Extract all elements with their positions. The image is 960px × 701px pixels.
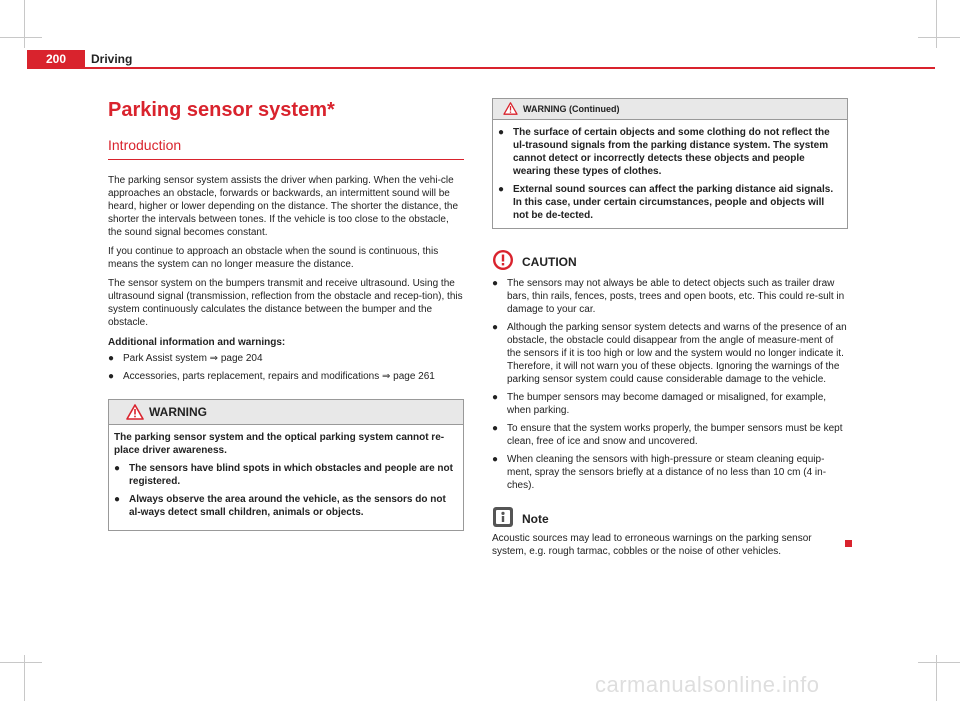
- right-column: [492, 98, 848, 558]
- warning-body: [109, 425, 463, 530]
- warning-continued-header: [493, 99, 847, 120]
- bullet-icon: ●: [114, 463, 121, 474]
- warning-continued-list: [498, 126, 842, 222]
- bullet-icon: ●: [108, 371, 115, 382]
- caution-item: ● Although the parking sensor system detects and warns of the presence of an obstacle, the obstacle could disappear from the angle of measure-ment of the sensors if it is too high or low and the system would no longer indicate it. Therefore, it will not warn you of these objects. Ignoring the warnings of the parking sensor system could cause considerable damage to the vehicle.: [492, 322, 847, 385]
- crop-mark: [918, 37, 960, 38]
- bullet-icon: ●: [492, 454, 499, 465]
- bullet-icon: ●: [492, 392, 499, 403]
- watermark: carmanualsonline.info: [595, 672, 820, 697]
- section-title: Driving: [91, 52, 133, 66]
- caution-item: ● When cleaning the sensors with high-pressure or steam cleaning equip-ment, spray the sensors briefly at a distance of no less than 10 cm (4 in-ches).: [492, 454, 827, 491]
- warning-continued-box: [492, 98, 848, 229]
- warning-item: ● The surface of certain objects and some clothing do not reflect the ul-trasound signals from the parking distance system. The system cannot detect or incorrectly detects these objects and people wearing these types of clothes.: [498, 127, 830, 177]
- bullet-icon: ●: [492, 322, 499, 333]
- warning-triangle-icon: [503, 102, 518, 115]
- warning-continued-body: [493, 120, 847, 228]
- reference-list: [108, 352, 464, 383]
- end-of-section-marker: [845, 540, 852, 547]
- warning-item: ● Always observe the area around the vehicle, as the sensors do not al-ways detect small children, animals or objects.: [114, 494, 446, 518]
- note-title: Note: [522, 512, 549, 526]
- caution-item: ● The sensors may not always be able to detect objects such as trailer draw bars, thin rails, fences, posts, trees and open boots, etc. This could re-sult in damage to your car.: [492, 278, 845, 315]
- bullet-icon: ●: [108, 353, 115, 364]
- warning-item: ● The sensors have blind spots in which obstacles and people are not registered.: [114, 463, 453, 487]
- warning-item: ● External sound sources can affect the parking distance aid signals. In this case, under certain circumstances, people and objects will not be de-tected.: [498, 184, 834, 221]
- bullet-icon: ●: [492, 278, 499, 289]
- warning-box: [108, 399, 464, 531]
- crop-mark: [0, 37, 42, 38]
- note-header: [492, 506, 848, 530]
- warning-header: [109, 400, 463, 425]
- bullet-icon: ●: [114, 494, 121, 505]
- paragraph: The parking sensor system assists the driver when parking. When the vehi-cle approaches an obstacle, forwards or backwards, an intermittent sound will be heard, higher or lower depending on the distance. The shorter the distance, the shorter the intervals between tones. If the vehicle is too close to the obstacle, the sound signal becomes constant.: [108, 175, 459, 238]
- left-column: [108, 98, 464, 531]
- paragraph: The sensor system on the bumpers transmit and receive ultrasound. Using the ultrasound signal (transmission, reflection from the obstacle and recep-tion), this system continuously calculates the distance between the bumper and the obstacle.: [108, 278, 463, 328]
- page-number: 200: [45, 52, 67, 66]
- warning-continued-title: WARNING (Continued): [523, 104, 620, 114]
- info-note-icon: [492, 506, 514, 528]
- bullet-icon: ●: [492, 423, 499, 434]
- crop-mark: [24, 0, 25, 48]
- warning-title: WARNING: [149, 405, 207, 419]
- bullet-icon: ●: [498, 184, 505, 195]
- crop-mark: [936, 655, 937, 701]
- reference-item[interactable]: ● Accessories, parts replacement, repairs and modifications ⇒ page 261: [108, 371, 435, 382]
- caution-item: ● The bumper sensors may become damaged or misaligned, for example, when parking.: [492, 392, 827, 416]
- paragraph: If you continue to approach an obstacle when the sound is continuous, this means the system can no longer measure the distance.: [108, 246, 439, 270]
- warning-list: [114, 462, 458, 519]
- reference-item[interactable]: ● Park Assist system ⇒ page 204: [108, 353, 263, 364]
- warning-intro: The parking sensor system and the optical parking system cannot re-place driver awareness.: [114, 432, 445, 456]
- crop-mark: [24, 655, 25, 701]
- caution-title: CAUTION: [522, 255, 577, 269]
- crop-mark: [936, 0, 937, 48]
- additional-info-heading: Additional information and warnings:: [108, 337, 286, 348]
- bullet-icon: ●: [498, 127, 505, 138]
- warning-triangle-icon: [126, 404, 144, 420]
- caution-item: ● To ensure that the system works properly, the bumper sensors must be kept clean, free of ice and snow and uncovered.: [492, 423, 843, 447]
- caution-header: [492, 249, 848, 273]
- crop-mark: [0, 662, 42, 663]
- section-subtitle: Introduction: [108, 136, 464, 160]
- caution-exclamation-icon: [492, 249, 514, 271]
- header-rule: [27, 67, 935, 69]
- crop-mark: [918, 662, 960, 663]
- page-title: Parking sensor system*: [108, 99, 335, 121]
- note-text: Acoustic sources may lead to erroneous warnings on the parking sensor system, e.g. rough tarmac, cobbles or the noise of other vehicles.: [492, 533, 812, 557]
- caution-list: [492, 277, 848, 492]
